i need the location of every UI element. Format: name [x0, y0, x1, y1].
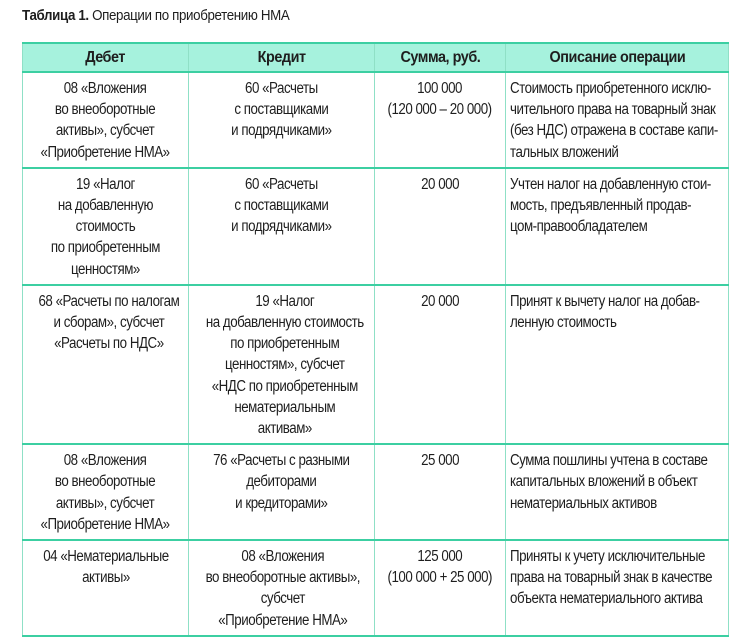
table-row	[23, 72, 729, 168]
column-header-description	[506, 43, 729, 72]
operations-table	[22, 42, 729, 637]
text-line: Приняты к учету исключительные	[510, 548, 705, 566]
text-line: 19 «Налог	[255, 292, 315, 310]
text-line: 25 000	[421, 452, 459, 470]
column-header-label: Описание операции	[549, 48, 685, 66]
description-cell	[506, 444, 729, 540]
text-line: чительного права на товарный знак	[510, 101, 716, 119]
text-line: 08 «Вложения	[241, 548, 325, 566]
text-line: «Приобретение НМА»	[40, 143, 171, 161]
text-line: ленную стоимость	[510, 314, 617, 332]
text-line: 125 000	[417, 548, 463, 566]
text-line: капитальных вложений в объект	[510, 473, 698, 491]
text-line: «Приобретение НМА»	[40, 515, 171, 533]
text-line: Учтен налог на добавленную стои-	[510, 175, 711, 193]
amount-cell	[375, 168, 506, 285]
text-line: нематериальным	[234, 398, 336, 416]
text-line: нематериальных активов	[510, 494, 657, 512]
table-row	[23, 285, 729, 444]
text-line: цом-правообладателем	[510, 218, 648, 236]
debit-cell	[23, 444, 189, 540]
description-cell	[506, 72, 729, 168]
text-line: с поставщиками	[234, 101, 329, 119]
credit-cell	[189, 540, 375, 636]
table-row	[23, 540, 729, 636]
text-line: «НДС по приобретенным	[211, 377, 358, 395]
amount-cell	[375, 285, 506, 444]
text-line: «Расчеты по НДС»	[54, 335, 164, 353]
text-line: объекта нематериального актива	[510, 590, 703, 608]
text-line: на добавленную	[57, 197, 154, 215]
caption-label: Таблица 1.	[22, 8, 89, 24]
text-line: во внеоборотные	[55, 473, 156, 491]
column-header-credit	[189, 43, 375, 72]
text-line: по приобретенным	[50, 239, 161, 257]
text-line: 04 «Нематериальные	[42, 548, 169, 566]
text-line: активы», субсчет	[56, 494, 155, 512]
text-line: на добавленную стоимость	[205, 314, 364, 332]
text-line: Стоимость приобретенного исклю-	[510, 80, 711, 97]
text-line: (100 000 + 25 000)	[387, 569, 493, 587]
text-line: 68 «Расчеты по налогам	[38, 292, 180, 310]
text-line: во внеоборотные активы»,	[205, 569, 361, 587]
amount-cell	[375, 444, 506, 540]
text-line: 20 000	[421, 292, 459, 310]
table-row	[23, 168, 729, 285]
text-line: дебиторами	[246, 473, 317, 491]
table-header-row	[23, 43, 729, 72]
text-line: и кредиторами»	[235, 494, 328, 512]
text-line: 60 «Расчеты	[245, 175, 318, 193]
amount-cell	[375, 540, 506, 636]
text-line: и сборам», субсчет	[53, 314, 165, 332]
text-line: 19 «Налог	[76, 175, 135, 193]
caption-title: Операции по приобретению НМА	[92, 8, 290, 24]
text-line: во внеоборотные	[55, 101, 156, 119]
text-line: 60 «Расчеты	[245, 80, 318, 97]
text-line: активам»	[257, 420, 312, 438]
text-line: тальных вложений	[510, 143, 619, 161]
credit-cell	[189, 285, 375, 444]
column-header-amount	[375, 43, 506, 72]
text-line: с поставщиками	[234, 197, 329, 215]
text-line: ценностям», субсчет	[225, 356, 345, 374]
text-line: и подрядчиками»	[231, 122, 332, 140]
text-line: субсчет	[260, 590, 305, 608]
column-header-label: Дебет	[85, 48, 126, 66]
text-line: и подрядчиками»	[231, 218, 332, 236]
amount-cell	[375, 72, 506, 168]
text-line: 08 «Вложения	[64, 452, 147, 470]
table-caption	[22, 8, 289, 24]
text-line: ценностям»	[71, 260, 140, 278]
text-line: стоимость	[75, 218, 136, 236]
text-line: (без НДС) отражена в составе капи-	[510, 122, 718, 140]
text-line: Принят к вычету налог на добав-	[510, 292, 700, 310]
text-line: права на товарный знак в качестве	[510, 569, 713, 587]
description-cell	[506, 168, 729, 285]
text-line: (120 000 – 20 000)	[387, 101, 493, 119]
description-cell	[506, 285, 729, 444]
text-line: Сумма пошлины учтена в составе	[510, 452, 708, 470]
credit-cell	[189, 444, 375, 540]
debit-cell	[23, 168, 189, 285]
text-line: мость, предъявленный продав-	[510, 197, 692, 215]
table-row	[23, 444, 729, 540]
text-line: 08 «Вложения	[64, 80, 147, 97]
text-line: по приобретенным	[230, 335, 340, 353]
text-line: 100 000	[417, 80, 463, 97]
text-line: активы»	[81, 569, 130, 587]
description-cell	[506, 540, 729, 636]
column-header-label: Кредит	[257, 48, 306, 66]
text-line: 76 «Расчеты с разными	[213, 452, 350, 470]
text-line: 20 000	[421, 175, 459, 193]
credit-cell	[189, 72, 375, 168]
text-line: «Приобретение НМА»	[218, 611, 348, 629]
credit-cell	[189, 168, 375, 285]
text-line: активы», субсчет	[56, 122, 155, 140]
debit-cell	[23, 72, 189, 168]
column-header-label: Сумма, руб.	[400, 48, 480, 66]
column-header-debit	[23, 43, 189, 72]
debit-cell	[23, 285, 189, 444]
debit-cell	[23, 540, 189, 636]
